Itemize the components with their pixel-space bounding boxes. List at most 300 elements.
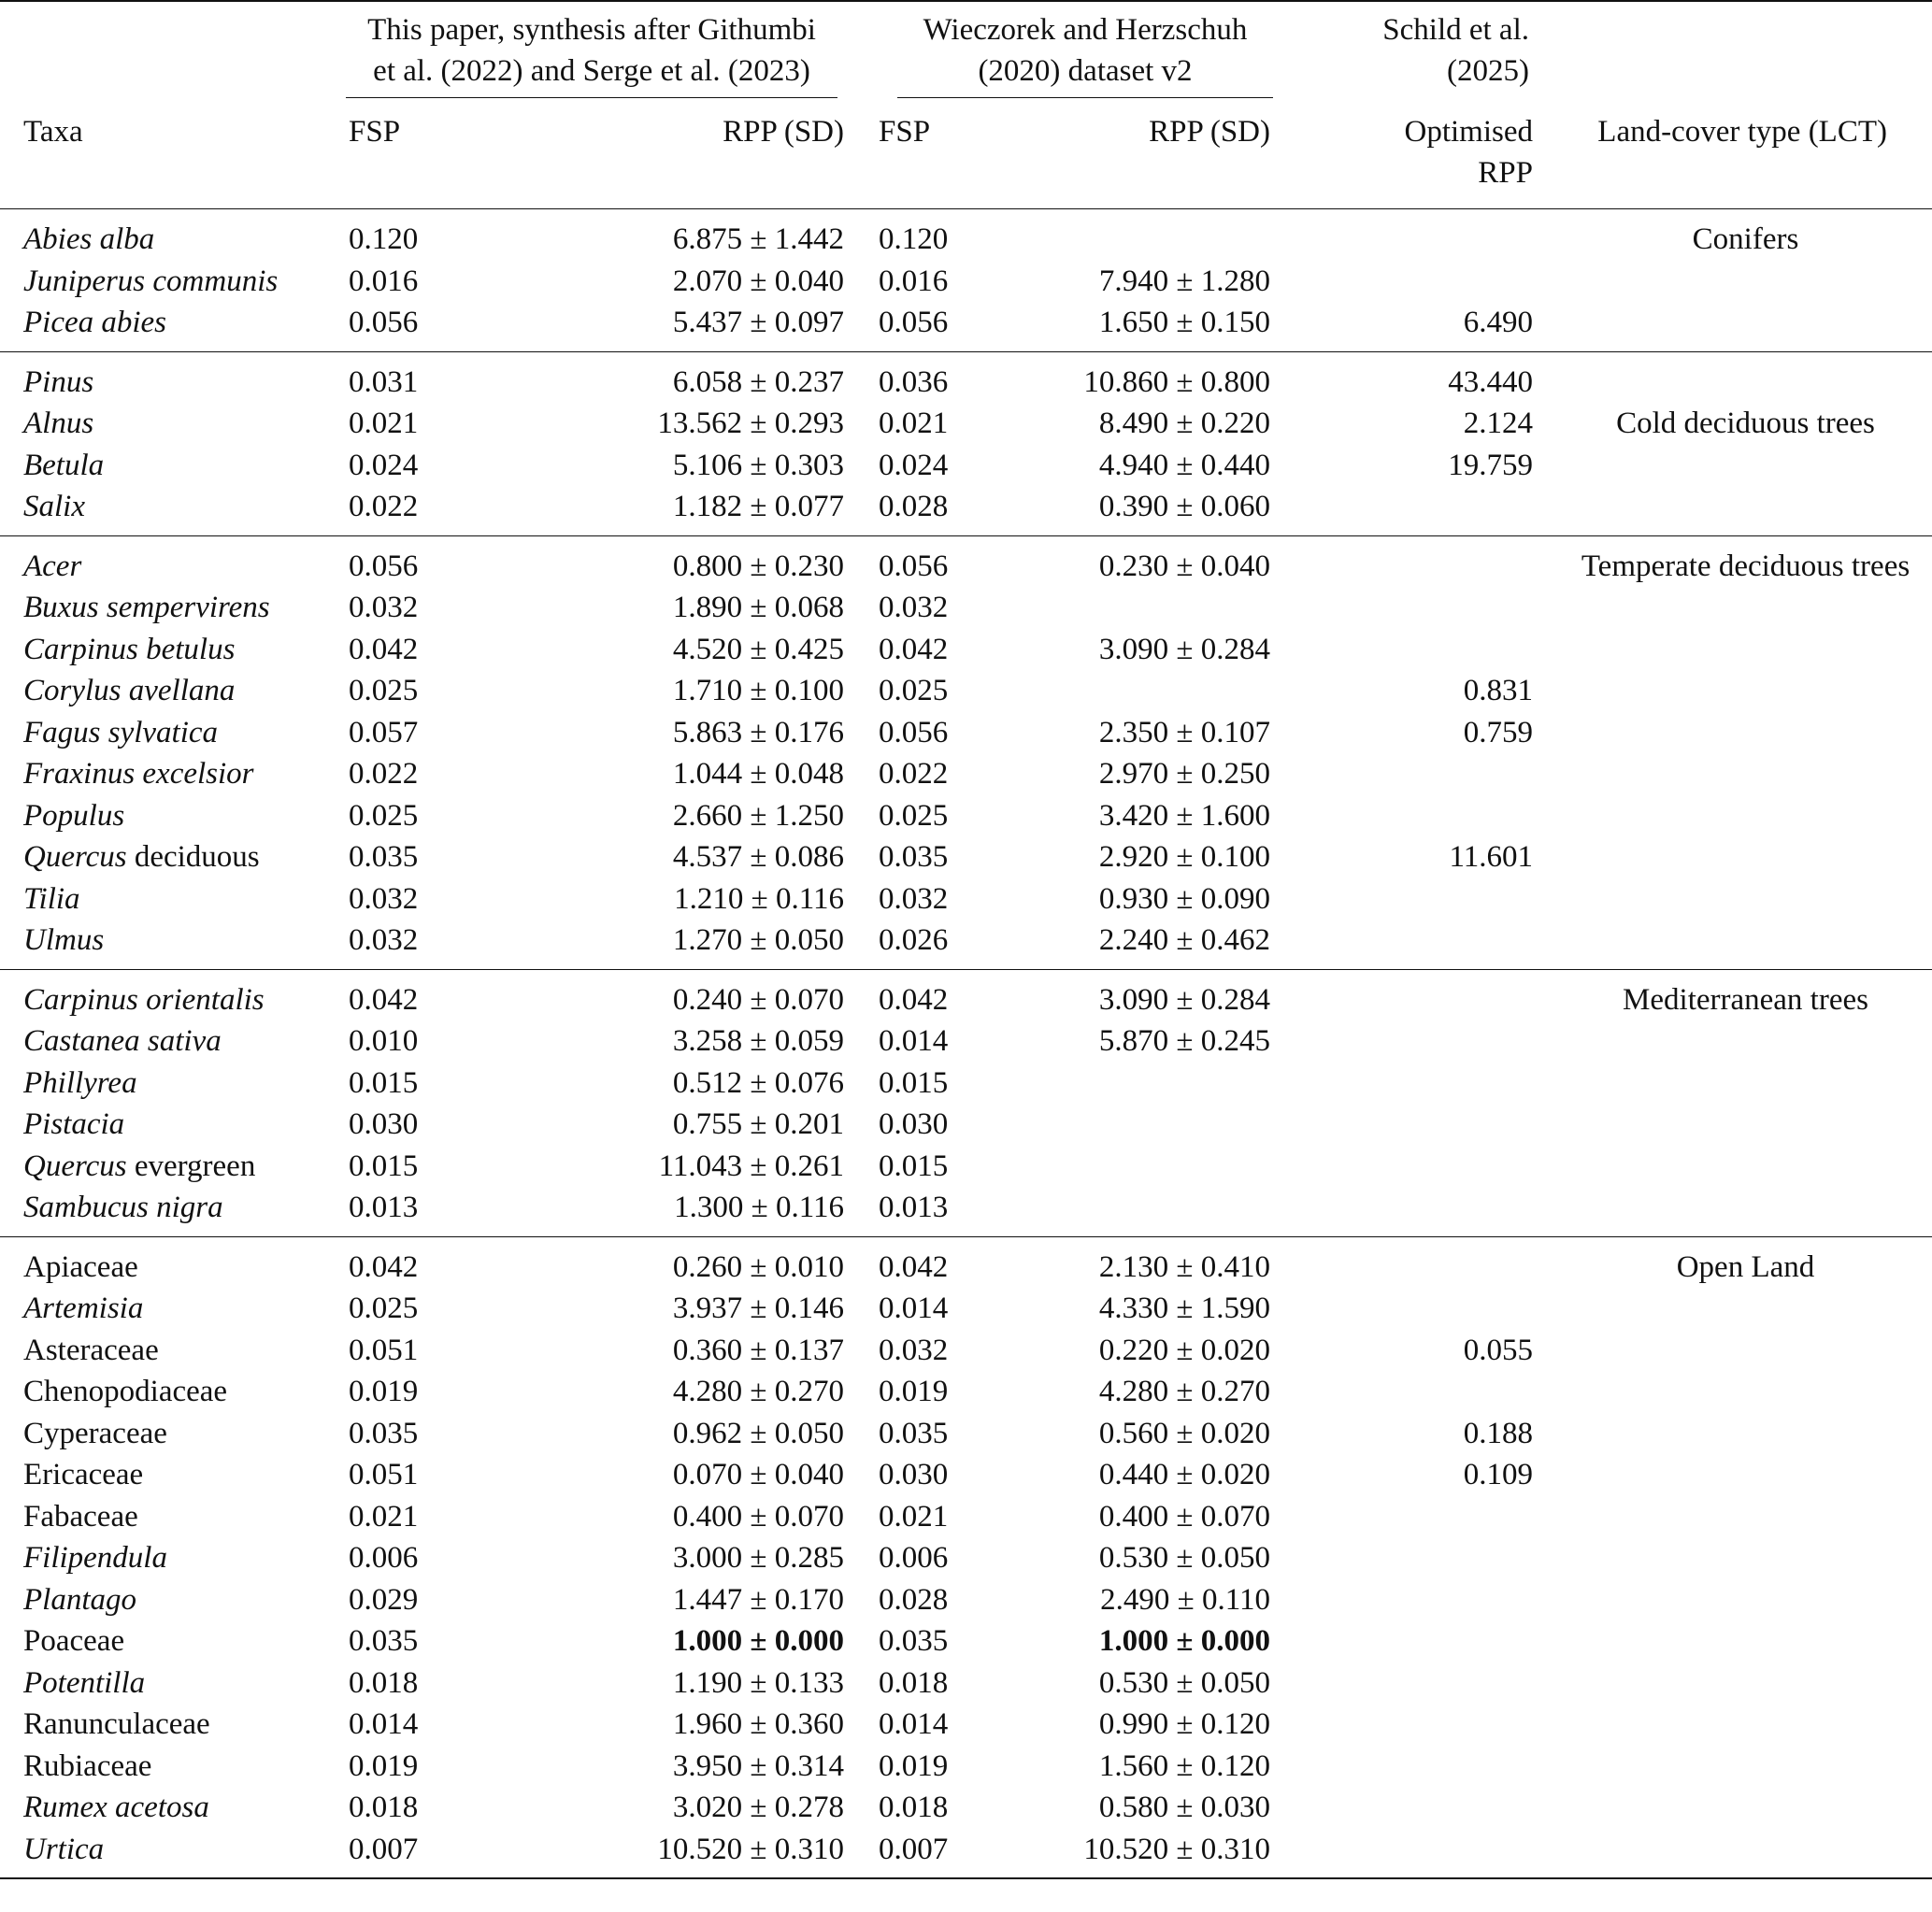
fsp-cell: 0.032	[879, 591, 949, 624]
land-cover-type-cell	[1559, 1063, 1932, 1105]
land-cover-type-cell	[1559, 1662, 1932, 1705]
fsp-cell: 0.018	[879, 1665, 949, 1700]
taxon-cell	[0, 1704, 323, 1746]
fsp-cell: 0.035	[879, 1624, 949, 1658]
rpp-sd-cell: 1.890 ± 0.068	[672, 591, 844, 624]
rpp-sd-cell: 2.490 ± 0.110	[1100, 1582, 1270, 1617]
fsp-cell: 0.036	[879, 364, 949, 399]
fsp-cell: 0.022	[349, 757, 419, 791]
taxon-name: Abies alba	[23, 222, 155, 256]
taxon-name: Ulmus	[23, 923, 105, 957]
fsp-cell: 0.014	[349, 1707, 419, 1741]
table-row	[0, 1413, 1932, 1455]
taxon-name: Betula	[23, 448, 105, 482]
land-cover-type-cell	[1559, 920, 1932, 969]
rpp-sd-cell: 3.258 ± 0.059	[672, 1024, 844, 1058]
taxon-cell	[0, 1063, 323, 1105]
rpp-sd-cell: 0.440 ± 0.020	[1098, 1458, 1270, 1491]
rpp-sd-cell: 10.520 ± 0.310	[657, 1832, 844, 1866]
optimised-rpp-cell	[1292, 753, 1559, 795]
optimised-rpp-cell	[1292, 1662, 1559, 1705]
land-cover-type-cell	[1559, 1371, 1932, 1413]
group-header-line: et al. (2022) and Serge et al. (2023)	[373, 54, 810, 88]
fsp-cell: 0.007	[879, 1832, 949, 1866]
fsp-cell: 0.042	[349, 632, 419, 666]
optimised-rpp-cell	[1292, 536, 1559, 588]
fsp-cell: 0.031	[349, 364, 419, 399]
fsp-cell: 0.006	[349, 1541, 419, 1575]
taxon-name: Rubiaceae	[23, 1748, 152, 1783]
group-header-this-paper	[323, 2, 860, 98]
taxon-cell	[0, 403, 323, 445]
optimised-rpp-cell: 0.759	[1463, 715, 1533, 749]
land-cover-type-cell	[1559, 878, 1932, 920]
optimised-rpp-cell	[1292, 1371, 1559, 1413]
table-row	[0, 1537, 1932, 1579]
fsp-cell: 0.025	[879, 674, 949, 707]
fsp-cell: 0.026	[879, 923, 949, 957]
rpp-sd-cell: 1.960 ± 0.360	[672, 1707, 844, 1741]
optimised-rpp-cell	[1292, 1704, 1559, 1746]
taxon-name: Pistacia	[23, 1107, 125, 1141]
taxon-name: Filipendula	[23, 1541, 167, 1575]
taxon-name: Fraxinus excelsior	[23, 757, 254, 791]
rpp-sd-cell: 1.182 ± 0.077	[672, 490, 844, 523]
fsp-cell: 0.032	[879, 881, 949, 916]
rpp-sd-cell: 1.447 ± 0.170	[672, 1582, 844, 1617]
taxon-name: Phillyrea	[23, 1065, 137, 1100]
fsp-cell: 0.006	[879, 1541, 949, 1575]
taxon-name: Carpinus betulus	[23, 632, 236, 666]
rpp-sd-cell: 1.560 ± 0.120	[1098, 1748, 1270, 1783]
optimised-rpp-cell: 0.109	[1463, 1458, 1533, 1491]
taxon-name: Ranunculaceae	[23, 1707, 210, 1741]
taxon-cell	[0, 1620, 323, 1662]
table-row	[0, 1330, 1932, 1372]
taxon-cell	[0, 1579, 323, 1621]
taxon-cell	[0, 836, 323, 878]
fsp-cell: 0.028	[879, 490, 949, 523]
rpp-sd-cell: 2.920 ± 0.100	[1098, 840, 1270, 874]
taxon-cell	[0, 1104, 323, 1146]
table-row	[0, 486, 1932, 535]
rpp-sd-cell: 1.044 ± 0.048	[672, 757, 844, 791]
fsp-cell: 0.019	[349, 1375, 419, 1408]
fsp-cell: 0.032	[879, 1333, 949, 1367]
rpp-sd-cell: 1.650 ± 0.150	[1098, 306, 1270, 339]
col-header-line: RPP	[1478, 156, 1533, 190]
optimised-rpp-cell	[1292, 1237, 1559, 1289]
table-row	[0, 1288, 1932, 1330]
table-row	[0, 670, 1932, 712]
table-row	[0, 403, 1932, 445]
optimised-rpp-cell	[1292, 1579, 1559, 1621]
table-row	[0, 1787, 1932, 1829]
taxon-cell	[0, 1020, 323, 1063]
table-row	[0, 302, 1932, 351]
fsp-cell: 0.022	[349, 490, 419, 523]
table-row	[0, 753, 1932, 795]
group-header-line: Schild et al.	[1382, 13, 1529, 47]
land-cover-type-cell	[1559, 1288, 1932, 1330]
rpp-sd-cell: 0.755 ± 0.201	[672, 1107, 844, 1141]
fsp-cell: 0.025	[349, 798, 419, 833]
taxon-cell	[0, 1787, 323, 1829]
rpp-sd-cell: 5.106 ± 0.303	[672, 448, 844, 482]
fsp-cell: 0.030	[879, 1458, 949, 1491]
fsp-cell: 0.015	[349, 1149, 419, 1183]
taxon-cell	[0, 795, 323, 837]
land-cover-type-cell	[1559, 795, 1932, 837]
table-body	[0, 209, 1932, 1880]
taxon-name: Fagus sylvatica	[23, 715, 219, 749]
rpp-sd-cell: 0.400 ± 0.070	[672, 1499, 844, 1534]
table-row	[0, 795, 1932, 837]
taxon-name: Sambucus nigra	[23, 1191, 223, 1224]
rpp-sd-cell	[985, 1187, 1292, 1236]
fsp-cell: 0.035	[349, 1624, 419, 1658]
taxon-cell	[0, 970, 323, 1021]
rpp-sd-cell: 0.400 ± 0.070	[1098, 1499, 1270, 1534]
optimised-rpp-cell	[1292, 587, 1559, 629]
optimised-rpp-cell: 2.124	[1463, 407, 1533, 440]
fsp-cell: 0.007	[349, 1832, 419, 1866]
optimised-rpp-cell	[1292, 1020, 1559, 1063]
bottom-rule	[0, 1878, 1932, 1879]
land-cover-type-cell: Temperate deciduous trees	[1581, 549, 1911, 583]
optimised-rpp-cell	[1292, 629, 1559, 671]
land-cover-type-cell	[1559, 1330, 1932, 1372]
optimised-rpp-cell	[1292, 1829, 1559, 1879]
taxon-name: Cyperaceae	[23, 1416, 167, 1450]
taxon-name: Fabaceae	[23, 1499, 138, 1534]
table-row	[0, 1063, 1932, 1105]
land-cover-type-cell	[1559, 1454, 1932, 1496]
land-cover-type-cell	[1559, 1537, 1932, 1579]
fsp-cell: 0.056	[879, 715, 949, 749]
taxon-name: Plantago	[23, 1582, 136, 1617]
land-cover-type-cell	[1559, 836, 1932, 878]
taxon-name: Populus	[23, 798, 125, 833]
optimised-rpp-cell	[1292, 970, 1559, 1021]
rpp-sd-cell: 4.280 ± 0.270	[672, 1375, 844, 1408]
optimised-rpp-cell	[1292, 1288, 1559, 1330]
rpp-sd-cell: 11.043 ± 0.261	[658, 1149, 844, 1183]
rpp-sd-cell: 0.260 ± 0.010	[672, 1249, 844, 1284]
rpp-sd-cell: 3.420 ± 1.600	[1098, 798, 1270, 833]
rpp-sd-cell	[985, 587, 1292, 629]
group-header-wieczorek	[860, 2, 1292, 98]
land-cover-type-cell: Conifers	[1692, 222, 1799, 256]
taxon-cell	[0, 1330, 323, 1372]
taxon-name: Juniperus communis	[23, 264, 279, 298]
fsp-cell: 0.018	[349, 1665, 419, 1700]
taxon-cell	[0, 1829, 323, 1879]
fsp-cell: 0.025	[349, 1291, 419, 1325]
fsp-cell: 0.042	[879, 1249, 949, 1284]
table-row	[0, 1746, 1932, 1788]
group-header-schild	[1292, 2, 1559, 98]
col-header-rpp-sd: RPP (SD)	[1149, 115, 1270, 149]
taxon-cell	[0, 1288, 323, 1330]
fsp-cell: 0.025	[879, 798, 949, 833]
col-header-optimised-rpp	[1292, 98, 1559, 209]
rpp-sd-cell: 1.210 ± 0.116	[674, 881, 844, 916]
taxon-name: Castanea sativa	[23, 1024, 222, 1058]
fsp-cell: 0.029	[349, 1582, 419, 1617]
taxon-name: Ericaceae	[23, 1458, 144, 1491]
land-cover-type-cell: Mediterranean trees	[1623, 982, 1868, 1017]
land-cover-type-cell	[1559, 1579, 1932, 1621]
optimised-rpp-cell	[1292, 795, 1559, 837]
fsp-cell: 0.016	[349, 264, 419, 298]
rpp-sd-cell: 4.940 ± 0.440	[1098, 448, 1270, 482]
rpp-sd-cell: 0.530 ± 0.050	[1098, 1665, 1270, 1700]
land-cover-type-cell	[1559, 1787, 1932, 1829]
optimised-rpp-cell	[1292, 1063, 1559, 1105]
land-cover-type-cell	[1559, 753, 1932, 795]
fsp-cell: 0.015	[879, 1065, 949, 1100]
fsp-cell: 0.021	[879, 1499, 949, 1534]
taxon-suffix: deciduous	[126, 840, 260, 874]
rpp-sd-cell: 10.520 ± 0.310	[1083, 1832, 1270, 1866]
rpp-sd-cell: 3.000 ± 0.285	[672, 1541, 844, 1575]
land-cover-type-cell	[1559, 261, 1932, 303]
rpp-sd-cell: 1.190 ± 0.133	[672, 1665, 844, 1700]
taxon-name: Artemisia	[23, 1291, 144, 1325]
rpp-sd-cell: 5.863 ± 0.176	[672, 715, 844, 749]
rpp-sd-cell: 0.580 ± 0.030	[1098, 1791, 1270, 1824]
fsp-cell: 0.035	[349, 840, 419, 874]
taxon-name: Carpinus orientalis	[23, 982, 265, 1017]
fsp-cell: 0.015	[349, 1065, 419, 1100]
rpp-sd-cell: 0.800 ± 0.230	[672, 549, 844, 583]
table-row	[0, 1662, 1932, 1705]
optimised-rpp-cell: 0.188	[1463, 1416, 1533, 1450]
fsp-cell: 0.035	[879, 840, 949, 874]
taxon-cell	[0, 878, 323, 920]
land-cover-type-cell: Cold deciduous trees	[1616, 407, 1875, 440]
optimised-rpp-cell: 43.440	[1448, 364, 1533, 399]
rpp-sd-cell	[985, 209, 1292, 261]
fsp-cell: 0.013	[349, 1191, 419, 1224]
rpp-sd-cell: 2.130 ± 0.410	[1098, 1249, 1270, 1284]
land-cover-type-cell	[1559, 1829, 1932, 1879]
rpp-sd-cell: 4.330 ± 1.590	[1098, 1291, 1270, 1325]
land-cover-type-cell: Open Land	[1676, 1249, 1815, 1284]
table-row	[0, 445, 1932, 487]
table-row	[0, 261, 1932, 303]
taxon-name: Poaceae	[23, 1624, 125, 1658]
taxon-cell	[0, 1662, 323, 1705]
fsp-cell: 0.051	[349, 1458, 419, 1491]
taxon-name: Tilia	[23, 881, 80, 916]
table-row	[0, 1579, 1932, 1621]
rpp-sd-cell: 0.240 ± 0.070	[672, 982, 844, 1017]
rpp-sd-cell: 0.230 ± 0.040	[1098, 549, 1270, 583]
land-cover-type-cell	[1559, 352, 1932, 404]
rpp-sd-cell: 3.937 ± 0.146	[672, 1291, 844, 1325]
taxon-cell	[0, 1746, 323, 1788]
fsp-cell: 0.013	[879, 1191, 949, 1224]
taxon-cell	[0, 753, 323, 795]
taxon-name: Buxus sempervirens	[23, 591, 270, 624]
table-row	[0, 920, 1932, 969]
table-row	[0, 629, 1932, 671]
taxon-cell	[0, 587, 323, 629]
fsp-cell: 0.042	[349, 1249, 419, 1284]
optimised-rpp-cell	[1292, 261, 1559, 303]
col-header-taxa: Taxa	[23, 115, 83, 149]
rpp-sd-cell	[985, 1146, 1292, 1188]
col-header-fsp: FSP	[349, 115, 401, 149]
fsp-cell: 0.015	[879, 1149, 949, 1183]
optimised-rpp-cell: 6.490	[1463, 306, 1533, 339]
land-cover-type-cell	[1559, 1146, 1932, 1188]
taxon-name: Pinus	[23, 364, 94, 399]
rpp-sd-cell: 0.530 ± 0.050	[1098, 1541, 1270, 1575]
fsp-cell: 0.021	[879, 407, 949, 440]
rpp-sd-cell: 4.520 ± 0.425	[672, 632, 844, 666]
taxon-cell	[0, 1237, 323, 1289]
land-cover-type-cell	[1559, 1020, 1932, 1063]
taxon-cell	[0, 352, 323, 404]
fsp-cell: 0.028	[879, 1582, 949, 1617]
table-row	[0, 712, 1932, 754]
table-row	[0, 1020, 1932, 1063]
optimised-rpp-cell: 19.759	[1448, 448, 1533, 482]
taxon-name: Alnus	[23, 407, 94, 440]
group-header-line: This paper, synthesis after Githumbi	[367, 13, 816, 47]
taxon-suffix: evergreen	[126, 1149, 256, 1183]
table-row	[0, 1454, 1932, 1496]
fsp-cell: 0.056	[349, 549, 419, 583]
rpp-sd-cell: 0.560 ± 0.020	[1098, 1416, 1270, 1450]
table-row	[0, 1371, 1932, 1413]
land-cover-type-cell	[1559, 486, 1932, 535]
taxon-name: Urtica	[23, 1832, 105, 1866]
rpp-sd-cell: 6.058 ± 0.237	[672, 364, 844, 399]
table-row	[0, 1187, 1932, 1236]
group-header-line: (2025)	[1447, 54, 1529, 88]
table-row	[0, 878, 1932, 920]
taxon-cell	[0, 209, 323, 261]
fsp-cell: 0.014	[879, 1024, 949, 1058]
fsp-cell: 0.030	[349, 1107, 419, 1141]
optimised-rpp-cell: 0.055	[1463, 1333, 1533, 1367]
table-row	[0, 1496, 1932, 1538]
fsp-cell: 0.051	[349, 1333, 419, 1367]
table-row	[0, 536, 1932, 588]
table-row	[0, 587, 1932, 629]
fsp-cell: 0.056	[879, 549, 949, 583]
taxon-name: Quercus	[23, 1149, 127, 1183]
fsp-cell: 0.010	[349, 1024, 419, 1058]
fsp-cell: 0.021	[349, 407, 419, 440]
rpp-sd-cell: 10.860 ± 0.800	[1083, 364, 1270, 399]
taxon-cell	[0, 629, 323, 671]
fsp-cell: 0.057	[349, 715, 419, 749]
land-cover-type-cell	[1559, 587, 1932, 629]
fsp-cell: 0.024	[879, 448, 949, 482]
optimised-rpp-cell	[1292, 1187, 1559, 1236]
rpp-sd-cell: 13.562 ± 0.293	[657, 407, 844, 440]
optimised-rpp-cell	[1292, 1620, 1559, 1662]
rpp-sd-cell: 6.875 ± 1.442	[672, 222, 844, 256]
fsp-cell: 0.014	[879, 1707, 949, 1741]
fsp-cell: 0.024	[349, 448, 419, 482]
rpp-sd-cell: 0.512 ± 0.076	[672, 1065, 844, 1100]
rpp-sd-cell: 0.390 ± 0.060	[1098, 490, 1270, 523]
table-row	[0, 1829, 1932, 1879]
land-cover-type-cell	[1559, 1746, 1932, 1788]
fsp-cell: 0.014	[879, 1291, 949, 1325]
fsp-cell: 0.019	[349, 1748, 419, 1783]
table-row	[0, 1704, 1932, 1746]
table-header	[0, 1, 1932, 209]
rpp-sd-cell: 1.000 ± 0.000	[1098, 1624, 1270, 1658]
fsp-cell: 0.018	[349, 1791, 419, 1824]
rpp-sd-cell: 1.000 ± 0.000	[672, 1624, 844, 1658]
rpp-sd-cell: 1.270 ± 0.050	[672, 923, 844, 957]
land-cover-type-cell	[1559, 1704, 1932, 1746]
optimised-rpp-cell: 0.831	[1463, 674, 1533, 707]
table-row	[0, 209, 1932, 261]
table-row	[0, 836, 1932, 878]
table-row	[0, 1620, 1932, 1662]
rpp-sd-cell	[985, 1104, 1292, 1146]
land-cover-type-cell	[1559, 629, 1932, 671]
taxon-cell	[0, 1537, 323, 1579]
taxon-cell	[0, 1187, 323, 1236]
taxon-name: Rumex acetosa	[23, 1791, 209, 1824]
taxon-name: Picea abies	[23, 306, 167, 339]
rpp-sd-cell: 1.300 ± 0.116	[674, 1191, 844, 1224]
optimised-rpp-cell	[1292, 1537, 1559, 1579]
rpp-sd-cell: 0.962 ± 0.050	[672, 1416, 844, 1450]
optimised-rpp-cell	[1292, 1787, 1559, 1829]
fsp-cell: 0.021	[349, 1499, 419, 1534]
land-cover-type-cell	[1559, 712, 1932, 754]
taxon-cell	[0, 302, 323, 351]
land-cover-type-cell	[1559, 302, 1932, 351]
rpp-sd-cell: 2.970 ± 0.250	[1098, 757, 1270, 791]
taxon-cell	[0, 1496, 323, 1538]
land-cover-type-cell	[1559, 670, 1932, 712]
taxon-name: Potentilla	[23, 1665, 146, 1700]
rpp-sd-cell: 0.930 ± 0.090	[1098, 881, 1270, 916]
rpp-sd-cell: 2.240 ± 0.462	[1098, 923, 1270, 957]
optimised-rpp-cell	[1292, 1746, 1559, 1788]
col-header-line: Optimised	[1404, 115, 1533, 149]
rpp-sd-cell: 1.710 ± 0.100	[672, 674, 844, 707]
fsp-cell: 0.025	[349, 674, 419, 707]
fsp-cell: 0.120	[349, 222, 419, 256]
taxon-cell	[0, 486, 323, 535]
fsp-cell: 0.032	[349, 923, 419, 957]
taxon-cell	[0, 670, 323, 712]
rpp-sd-cell: 4.537 ± 0.086	[672, 840, 844, 874]
optimised-rpp-cell	[1292, 486, 1559, 535]
rpp-sd-cell: 0.070 ± 0.040	[672, 1458, 844, 1491]
optimised-rpp-cell	[1292, 1104, 1559, 1146]
taxon-cell	[0, 261, 323, 303]
optimised-rpp-cell	[1292, 920, 1559, 969]
table-row	[0, 970, 1932, 1021]
land-cover-type-cell	[1559, 1187, 1932, 1236]
rpp-sd-cell: 2.350 ± 0.107	[1098, 715, 1270, 749]
land-cover-type-cell	[1559, 1413, 1932, 1455]
